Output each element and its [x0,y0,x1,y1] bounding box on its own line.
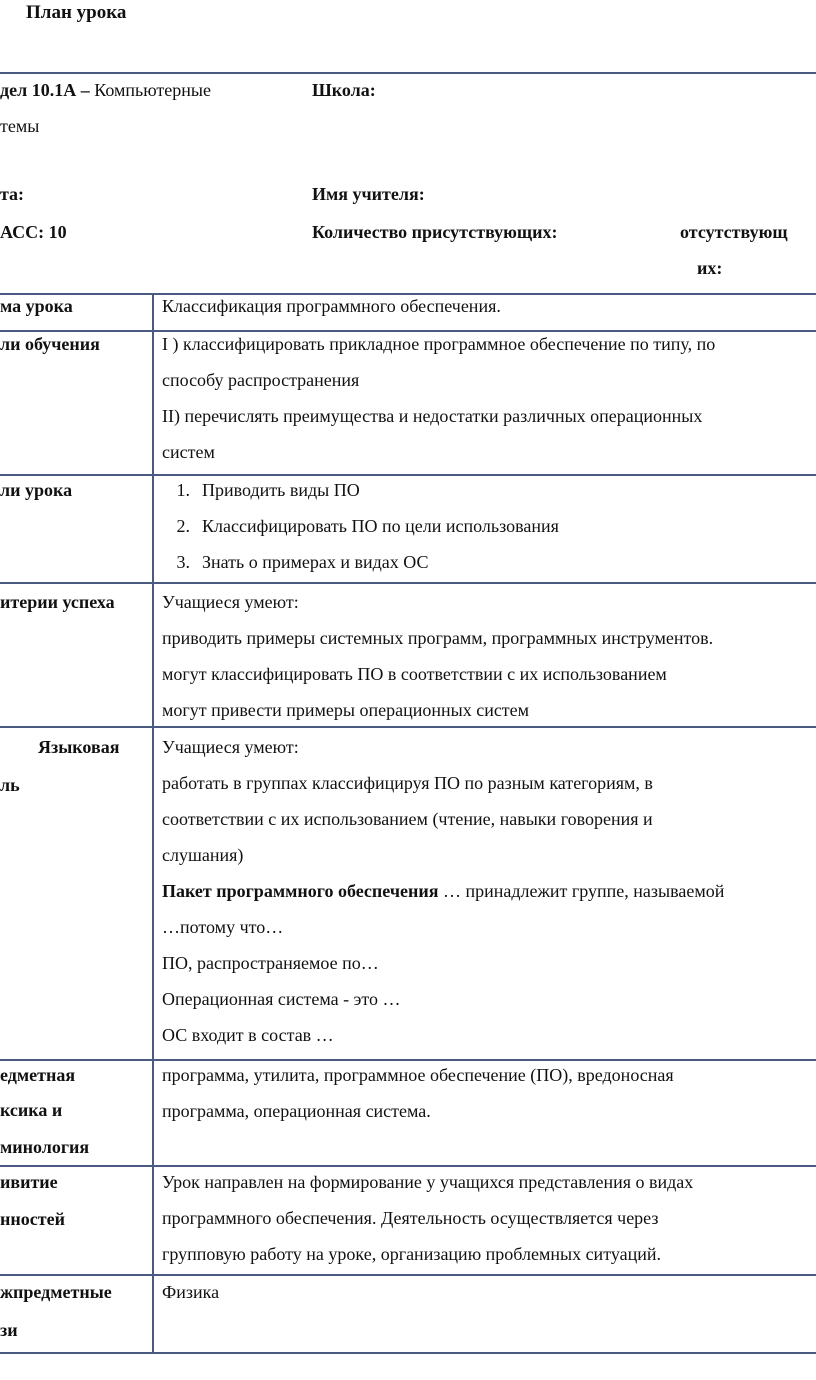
document-title: План урока [26,2,127,23]
language-goal-line [162,873,816,909]
vocabulary-label: едметная [0,1065,76,1085]
cross-curricular-label-line2: зи [0,1320,18,1340]
list-item [154,472,816,508]
topic-label: ма урока [0,296,73,316]
vocabulary-label-line3: минология [0,1137,90,1157]
vocabulary-line: программа, утилита, программное обеспечение (ПО), вредоносная [162,1065,674,1085]
learning-goal-line: I ) классифицировать прикладное программное обеспечение по типу, по [162,334,716,354]
date-label: та: [0,184,25,204]
list-item-text: Приводить виды ПО [202,480,360,500]
topic-text: Классификация программного обеспечения. [162,296,501,316]
cross-curricular-label: жпредметные [0,1282,112,1302]
success-criteria-line: могут привести примеры операционных систем [162,700,530,720]
list-item [154,544,816,580]
section-title: Компьютерные [89,80,211,100]
section-label [0,72,211,108]
success-criteria-cell [162,584,816,728]
values-label-line2: нностей [0,1209,65,1229]
language-goal-line: соответствии с их использованием (чтение, навыки говорения и [162,809,653,829]
cross-curricular-text: Физика [162,1282,220,1302]
software-package-term: Пакет программного обеспечения [162,881,439,901]
success-criteria-line: Учащиеся умеют: [162,592,299,612]
success-criteria-line: приводить примеры системных программ, программных инструментов. [162,628,714,648]
topic-cell [162,288,816,324]
vocabulary-label-line2: ксика и [0,1100,63,1120]
values-cell [162,1164,816,1272]
absent-count-label: отсутствующ [680,222,788,242]
learning-goal-line: систем [162,442,215,462]
school-label: Школа: [312,80,376,100]
language-goal-line: работать в группах классифицируя ПО по разным категориям, в [162,773,653,793]
language-goal-label-line2: ль [0,775,20,795]
teacher-label: Имя учителя: [312,184,425,204]
class-label: АСС: 10 [0,222,67,242]
values-line: программного обеспечения. Деятельность осуществляется через [162,1208,659,1228]
values-line: Урок направлен на формирование у учащихся представления о видах [162,1172,694,1192]
success-criteria-line: могут классифицировать ПО в соответствии с их использованием [162,664,667,684]
table-rule-bottom [0,1352,816,1354]
language-goal-cell [162,729,816,1053]
list-item-number: 3. [176,552,190,572]
language-goal-line: Учащиеся умеют: [162,737,299,757]
table-column-divider [152,293,154,1354]
cross-curricular-cell [162,1274,816,1310]
list-item-text: Знать о примерах и видах ОС [202,552,429,572]
list-item-text: Классифицировать ПО по цели использования [202,516,559,536]
section-number: дел 10.1А – [0,80,90,100]
success-criteria-label: итерии успеха [0,592,115,612]
language-goal-line: …потому что… [162,917,284,937]
language-goal-line: ПО, распространяемое по… [162,953,379,973]
list-item [154,508,816,544]
learning-goal-line: способу распространения [162,370,360,390]
present-count-label: Количество присутствующих: [312,222,558,242]
absent-count-label-line2: их: [697,258,723,278]
learning-goals-label: ли обучения [0,334,100,354]
lesson-goals-label: ли урока [0,480,73,500]
lesson-goals-list [154,472,816,580]
language-goal-line: слушания) [162,845,244,865]
section-title-line2: темы [0,116,40,136]
language-goal-line: Операционная система - это … [162,989,401,1009]
learning-goal-line: II) перечислять преимущества и недостатки различных операционных [162,406,703,426]
list-item-number: 1. [176,480,190,500]
vocabulary-line: программа, операционная система. [162,1101,431,1121]
software-package-phrase: … принадлежит группе, называемой [438,881,725,901]
values-label: ивитие [0,1172,58,1192]
learning-goals-cell [162,326,816,470]
vocabulary-cell [162,1057,816,1129]
language-goal-line: ОС входит в состав … [162,1025,334,1045]
values-line: групповую работу на уроке, организацию проблемных ситуаций. [162,1244,661,1264]
list-item-number: 2. [176,516,190,536]
language-goal-label: Языковая [38,737,120,757]
